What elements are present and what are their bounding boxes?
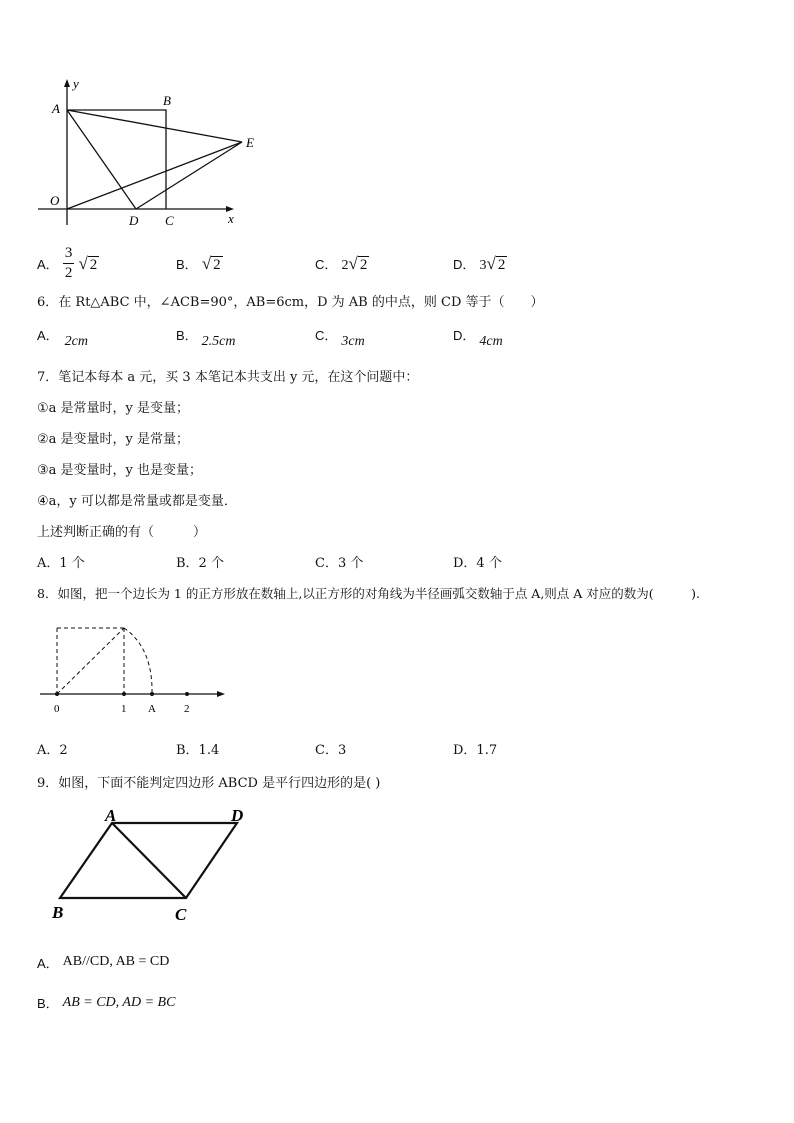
q6-stem: 6．在 Rt△ABC 中，∠ACB=90°，AB=6cm，D 为 AB 的中点，则 CD 等于（ ） bbox=[37, 295, 544, 310]
label-B: B bbox=[52, 903, 64, 922]
q8-option-a[interactable]: A．2 bbox=[37, 743, 68, 758]
label-A: A bbox=[52, 101, 60, 116]
q9-stem: 9．如图，下面不能判定四边形 ABCD 是平行四边形的是( ) bbox=[37, 776, 381, 791]
q8-option-d[interactable]: D．1.7 bbox=[453, 743, 498, 758]
segment-AE bbox=[67, 110, 242, 142]
q8-option-b[interactable]: B．1.4 bbox=[176, 743, 220, 758]
diagonal-dashed bbox=[57, 628, 124, 694]
axis-arrow bbox=[217, 691, 225, 697]
segment-AD bbox=[67, 110, 136, 209]
label-D: D bbox=[129, 213, 139, 228]
y-axis-arrow bbox=[64, 79, 70, 87]
q7-statement-4: ④a，y 可以都是常量或都是变量． bbox=[37, 494, 237, 509]
label-y: y bbox=[73, 76, 79, 91]
label-B: B bbox=[163, 93, 171, 108]
q8-stem: 8．如图，把一个边长为 1 的正方形放在数轴上,以正方形的对角线为半径画弧交数轴于点 A,则点 A 对应的数为( ). bbox=[37, 586, 701, 601]
q6-option-a[interactable]: A． 2cm bbox=[37, 328, 88, 349]
segment-OE bbox=[67, 142, 242, 209]
label-C: C bbox=[165, 213, 174, 228]
tick-2: 2 bbox=[184, 703, 190, 715]
point-0 bbox=[55, 692, 59, 696]
segment-DE bbox=[136, 142, 242, 209]
q7-statement-2: ②a 是变量时，y 是常量； bbox=[37, 432, 190, 447]
q7-statement-3: ③a 是变量时，y 也是变量； bbox=[37, 463, 203, 478]
figure-parallelogram bbox=[45, 805, 260, 930]
q7-statement-1: ①a 是常量时，y 是变量； bbox=[37, 401, 190, 416]
q7-option-b[interactable]: B．2 个 bbox=[176, 556, 224, 571]
figure-coordinate-square bbox=[30, 75, 270, 235]
sqrt: √ 2 bbox=[78, 253, 98, 273]
diagonal-AC bbox=[112, 823, 186, 898]
figure-number-line bbox=[35, 620, 235, 720]
tick-1: 1 bbox=[121, 703, 127, 715]
q5-option-d[interactable]: D． 3√ 2 bbox=[453, 254, 506, 273]
q7-stem: 7．笔记本每本 a 元，买 3 本笔记本共支出 y 元，在这个问题中： bbox=[37, 370, 419, 385]
tick-A: A bbox=[148, 703, 156, 715]
q7-ask: 上述判断正确的有（ ） bbox=[37, 525, 207, 540]
q5-option-a[interactable] bbox=[37, 246, 99, 281]
q9-option-b[interactable]: B． AB = CD, AD = BC bbox=[37, 995, 176, 1011]
option-label: B． bbox=[176, 257, 198, 272]
label-E: E bbox=[246, 135, 254, 150]
label-A: A bbox=[105, 806, 117, 825]
q6-option-b[interactable]: B． 2.5cm bbox=[176, 328, 236, 349]
q9-option-a[interactable]: A． AB//CD, AB = CD bbox=[37, 954, 170, 971]
q8-option-c[interactable]: C．3 bbox=[315, 743, 347, 758]
label-D: D bbox=[231, 806, 244, 825]
q5-option-c[interactable]: C． 2√ 2 bbox=[315, 254, 368, 273]
q7-option-d[interactable]: D．4 个 bbox=[453, 556, 502, 571]
q7-option-c[interactable]: C．3 个 bbox=[315, 556, 364, 571]
sqrt: √ 2 bbox=[201, 254, 221, 273]
sqrt: √ 2 bbox=[486, 254, 506, 273]
arc-dashed bbox=[124, 628, 152, 694]
fraction: $\frac{3}{2}$ bbox=[64, 245, 73, 281]
option-label: D． bbox=[453, 257, 476, 272]
option-label: C． bbox=[315, 257, 338, 272]
q5-option-b[interactable] bbox=[176, 254, 223, 274]
tick-0: 0 bbox=[54, 703, 60, 715]
sqrt: √ 2 bbox=[348, 254, 368, 273]
point-2 bbox=[185, 692, 189, 696]
label-O: O bbox=[50, 193, 60, 208]
q6-option-c[interactable]: C． 3cm bbox=[315, 328, 365, 349]
q7-option-a[interactable]: A．1 个 bbox=[37, 556, 85, 571]
q6-option-d[interactable]: D． 4cm bbox=[453, 328, 503, 349]
option-label: A． bbox=[37, 257, 59, 272]
point-1 bbox=[122, 692, 126, 696]
label-x: x bbox=[228, 211, 234, 226]
label-C: C bbox=[175, 905, 187, 924]
point-A bbox=[150, 692, 154, 696]
